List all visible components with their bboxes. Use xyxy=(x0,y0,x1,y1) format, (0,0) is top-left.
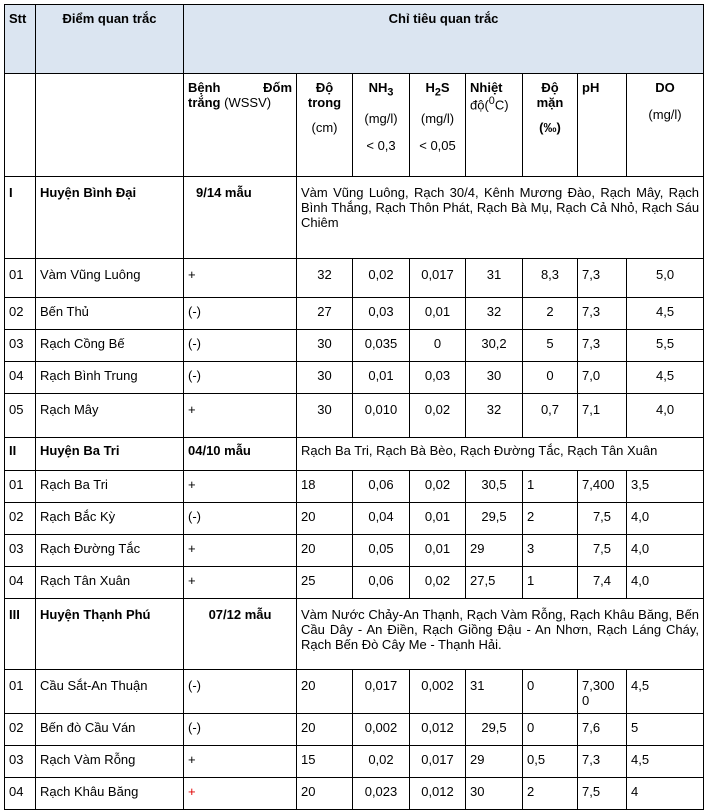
cell-do: 5 xyxy=(627,714,704,746)
wssv-word-1: Bệnh xyxy=(188,80,221,95)
cell-point: Rạch Đường Tắc xyxy=(36,535,184,567)
header-nh3 xyxy=(353,74,410,177)
table-row xyxy=(5,535,704,567)
clarity-word-2: trong xyxy=(307,95,342,110)
ph-label: pH xyxy=(582,80,600,95)
cell-wssv: + xyxy=(184,471,297,503)
group-name: Huyện Thạnh Phú xyxy=(36,599,184,670)
cell-do: 5,5 xyxy=(627,330,704,362)
cell-h2s: 0,012 xyxy=(410,714,466,746)
cell-point: Bến đò Cầu Ván xyxy=(36,714,184,746)
header-row-1 xyxy=(5,5,704,74)
cell-temp: 29,5 xyxy=(466,503,523,535)
cell-clarity: 27 xyxy=(297,298,353,330)
table-row xyxy=(5,670,704,714)
cell-point: Rạch Vàm Rỗng xyxy=(36,746,184,778)
temp-word-3: C) xyxy=(494,97,509,113)
header-h2s xyxy=(410,74,466,177)
cell-h2s: 0,01 xyxy=(410,535,466,567)
cell-salinity: 0 xyxy=(523,714,578,746)
cell-salinity: 0,7 xyxy=(523,394,578,438)
wssv-word-3: trắng xyxy=(188,95,221,110)
group-locations: Vàm Vũng Luông, Rạch 30/4, Kênh Mương Đào, Rạch Mây, Rạch Bình Thắng, Rạch Thôn Phát, Rạch Bà Mụ, Rạch Cả Nhỏ, Rạch Sáu Chiêm xyxy=(297,177,704,259)
cell-ph: 7,6 xyxy=(578,714,627,746)
cell-ph: 7,5 xyxy=(578,778,627,810)
cell-stt: 04 xyxy=(5,778,36,810)
cell-clarity: 30 xyxy=(297,330,353,362)
cell-clarity: 32 xyxy=(297,259,353,298)
group-samples: 04/10 mẫu xyxy=(184,438,297,471)
cell-point: Rạch Khâu Băng xyxy=(36,778,184,810)
cell-h2s: 0,02 xyxy=(410,567,466,599)
header-do xyxy=(627,74,704,177)
cell-h2s: 0,017 xyxy=(410,746,466,778)
do-label: DO xyxy=(655,80,675,95)
nh3-unit: (mg/l) xyxy=(364,110,398,126)
cell-wssv: + xyxy=(184,394,297,438)
group-code: III xyxy=(5,599,36,670)
group-name: Huyện Ba Tri xyxy=(36,438,184,471)
cell-temp: 30,2 xyxy=(466,330,523,362)
cell-stt: 01 xyxy=(5,259,36,298)
cell-nh3: 0,010 xyxy=(353,394,410,438)
cell-salinity: 0 xyxy=(523,670,578,714)
cell-h2s: 0,01 xyxy=(410,503,466,535)
cell-salinity: 1 xyxy=(523,471,578,503)
cell-h2s: 0,02 xyxy=(410,394,466,438)
table-row xyxy=(5,330,704,362)
cell-nh3: 0,06 xyxy=(353,471,410,503)
cell-clarity: 20 xyxy=(297,778,353,810)
salinity-unit: (‰) xyxy=(539,120,561,135)
header-indicators: Chỉ tiêu quan trắc xyxy=(184,5,704,74)
cell-do: 4,5 xyxy=(627,298,704,330)
h2s-label-s: S xyxy=(440,80,450,95)
do-unit: (mg/l) xyxy=(648,107,682,122)
wssv-word-4: (WSSV) xyxy=(224,95,272,110)
cell-do: 3,5 xyxy=(627,471,704,503)
cell-temp: 27,5 xyxy=(466,567,523,599)
cell-do: 5,0 xyxy=(627,259,704,298)
cell-stt: 02 xyxy=(5,298,36,330)
header-temp xyxy=(466,74,523,177)
table-row xyxy=(5,298,704,330)
cell-point: Vàm Vũng Luông xyxy=(36,259,184,298)
cell-salinity: 2 xyxy=(523,298,578,330)
temp-word-2: độ( xyxy=(470,97,489,113)
wssv-word-2: Đốm xyxy=(263,80,292,95)
cell-stt: 05 xyxy=(5,394,36,438)
cell-salinity: 2 xyxy=(523,778,578,810)
group-locations: Rạch Ba Tri, Rạch Bà Bèo, Rạch Đường Tắc, Rạch Tân Xuân xyxy=(297,438,704,471)
cell-nh3: 0,02 xyxy=(353,746,410,778)
cell-nh3: 0,02 xyxy=(353,259,410,298)
cell-clarity: 30 xyxy=(297,362,353,394)
cell-temp: 31 xyxy=(466,670,523,714)
cell-stt: 01 xyxy=(5,471,36,503)
clarity-unit: (cm) xyxy=(311,120,338,135)
temp-sup: 0 xyxy=(488,95,495,107)
cell-wssv: + xyxy=(184,567,297,599)
table-row xyxy=(5,567,704,599)
table-row xyxy=(5,471,704,503)
cell-stt: 04 xyxy=(5,362,36,394)
cell-stt: 03 xyxy=(5,330,36,362)
cell-point: Rạch Bình Trung xyxy=(36,362,184,394)
monitoring-table xyxy=(4,4,704,810)
cell-clarity: 20 xyxy=(297,670,353,714)
cell-salinity: 8,3 xyxy=(523,259,578,298)
cell-ph: 7,3 xyxy=(578,746,627,778)
cell-do: 4 xyxy=(627,778,704,810)
cell-clarity: 20 xyxy=(297,503,353,535)
cell-salinity: 0 xyxy=(523,362,578,394)
cell-stt: 02 xyxy=(5,714,36,746)
cell-stt: 01 xyxy=(5,670,36,714)
group-code: I xyxy=(5,177,36,259)
cell-wssv: (-) xyxy=(184,330,297,362)
cell-do: 4,5 xyxy=(627,362,704,394)
nh3-limit: < 0,3 xyxy=(366,137,396,153)
header-wssv xyxy=(184,74,297,177)
header-ph xyxy=(578,74,627,177)
cell-temp: 29,5 xyxy=(466,714,523,746)
cell-h2s: 0,01 xyxy=(410,298,466,330)
h2s-unit: (mg/l) xyxy=(420,110,455,126)
cell-do: 4,5 xyxy=(627,670,704,714)
cell-temp: 29 xyxy=(466,746,523,778)
cell-stt: 02 xyxy=(5,503,36,535)
cell-temp: 30 xyxy=(466,362,523,394)
cell-clarity: 18 xyxy=(297,471,353,503)
header-point-empty xyxy=(36,74,184,177)
cell-point: Rạch Ba Tri xyxy=(36,471,184,503)
cell-wssv: + xyxy=(184,259,297,298)
header-row-2 xyxy=(5,74,704,177)
cell-do: 4,0 xyxy=(627,535,704,567)
cell-nh3: 0,023 xyxy=(353,778,410,810)
cell-ph: 7,1 xyxy=(578,394,627,438)
h2s-label-h: H xyxy=(425,80,435,95)
cell-wssv: + xyxy=(184,778,297,810)
h2s-limit: < 0,05 xyxy=(419,137,456,153)
group-row-ba-tri xyxy=(5,438,704,471)
cell-temp: 29 xyxy=(466,535,523,567)
table-row xyxy=(5,778,704,810)
cell-wssv: (-) xyxy=(184,298,297,330)
cell-ph: 7,5 xyxy=(578,503,627,535)
cell-h2s: 0 xyxy=(410,330,466,362)
cell-temp: 32 xyxy=(466,394,523,438)
cell-salinity: 5 xyxy=(523,330,578,362)
cell-h2s: 0,02 xyxy=(410,471,466,503)
cell-point: Rạch Cồng Bế xyxy=(36,330,184,362)
cell-stt: 04 xyxy=(5,567,36,599)
cell-stt: 03 xyxy=(5,746,36,778)
cell-do: 4,0 xyxy=(627,567,704,599)
cell-point: Rạch Bắc Kỳ xyxy=(36,503,184,535)
cell-clarity: 20 xyxy=(297,535,353,567)
cell-point: Rạch Tân Xuân xyxy=(36,567,184,599)
header-salinity xyxy=(523,74,578,177)
table-row xyxy=(5,394,704,438)
table-row xyxy=(5,503,704,535)
cell-stt: 03 xyxy=(5,535,36,567)
table-row xyxy=(5,714,704,746)
cell-ph: 7,0 xyxy=(578,362,627,394)
cell-nh3: 0,03 xyxy=(353,298,410,330)
cell-salinity: 2 xyxy=(523,503,578,535)
cell-ph: 7,3 xyxy=(578,330,627,362)
salinity-word-1: Độ xyxy=(541,80,559,95)
group-samples: 07/12 mẫu xyxy=(184,599,297,670)
cell-nh3: 0,035 xyxy=(353,330,410,362)
cell-nh3: 0,01 xyxy=(353,362,410,394)
header-stt: Stt xyxy=(5,5,36,74)
group-samples: 9/14 mẫu xyxy=(184,177,297,259)
cell-wssv: (-) xyxy=(184,670,297,714)
table-row xyxy=(5,746,704,778)
header-point: Điểm quan trắc xyxy=(36,5,184,74)
cell-h2s: 0,012 xyxy=(410,778,466,810)
cell-clarity: 25 xyxy=(297,567,353,599)
group-name: Huyện Bình Đại xyxy=(36,177,184,259)
table-row xyxy=(5,259,704,298)
cell-ph: 7,400 xyxy=(578,471,627,503)
cell-ph: 7,3 xyxy=(578,259,627,298)
cell-h2s: 0,03 xyxy=(410,362,466,394)
cell-wssv: + xyxy=(184,746,297,778)
clarity-word-1: Độ xyxy=(315,80,334,95)
cell-clarity: 30 xyxy=(297,394,353,438)
cell-salinity: 0,5 xyxy=(523,746,578,778)
temp-word-1: Nhiệt xyxy=(470,80,503,95)
cell-h2s: 0,017 xyxy=(410,259,466,298)
cell-wssv: (-) xyxy=(184,362,297,394)
cell-temp: 32 xyxy=(466,298,523,330)
group-row-binh-dai xyxy=(5,177,704,259)
cell-ph: 7,300 0 xyxy=(578,670,627,714)
group-code: II xyxy=(5,438,36,471)
group-locations: Vàm Nước Chảy-An Thạnh, Rạch Vàm Rỗng, Rạch Khâu Băng, Bến Cầu Dây - An Điền, Rạch Giồng Đậu - An Nhơn, Rạch Láng Cháy, Rạch Bến Đò Cây Me - Thạnh Hải. xyxy=(297,599,704,670)
cell-wssv: + xyxy=(184,535,297,567)
cell-salinity: 1 xyxy=(523,567,578,599)
cell-nh3: 0,06 xyxy=(353,567,410,599)
cell-salinity: 3 xyxy=(523,535,578,567)
cell-nh3: 0,05 xyxy=(353,535,410,567)
header-stt-empty xyxy=(5,74,36,177)
nh3-label: NH xyxy=(368,80,388,95)
cell-ph: 7,4 xyxy=(578,567,627,599)
cell-clarity: 20 xyxy=(297,714,353,746)
cell-ph: 7,5 xyxy=(578,535,627,567)
cell-nh3: 0,04 xyxy=(353,503,410,535)
cell-wssv: (-) xyxy=(184,714,297,746)
cell-point: Cầu Sắt-An Thuận xyxy=(36,670,184,714)
header-clarity xyxy=(297,74,353,177)
cell-temp: 30,5 xyxy=(466,471,523,503)
cell-ph: 7,3 xyxy=(578,298,627,330)
cell-nh3: 0,002 xyxy=(353,714,410,746)
cell-point: Bến Thủ xyxy=(36,298,184,330)
group-row-thanh-phu xyxy=(5,599,704,670)
cell-point: Rạch Mây xyxy=(36,394,184,438)
cell-temp: 31 xyxy=(466,259,523,298)
nh3-sub: 3 xyxy=(387,86,394,99)
cell-do: 4,5 xyxy=(627,746,704,778)
cell-h2s: 0,002 xyxy=(410,670,466,714)
cell-nh3: 0,017 xyxy=(353,670,410,714)
cell-temp: 30 xyxy=(466,778,523,810)
h2s-sub: 2 xyxy=(434,86,441,99)
cell-do: 4,0 xyxy=(627,394,704,438)
salinity-word-2: mặn xyxy=(536,95,564,110)
cell-wssv: (-) xyxy=(184,503,297,535)
cell-do: 4,0 xyxy=(627,503,704,535)
cell-clarity: 15 xyxy=(297,746,353,778)
table-row xyxy=(5,362,704,394)
